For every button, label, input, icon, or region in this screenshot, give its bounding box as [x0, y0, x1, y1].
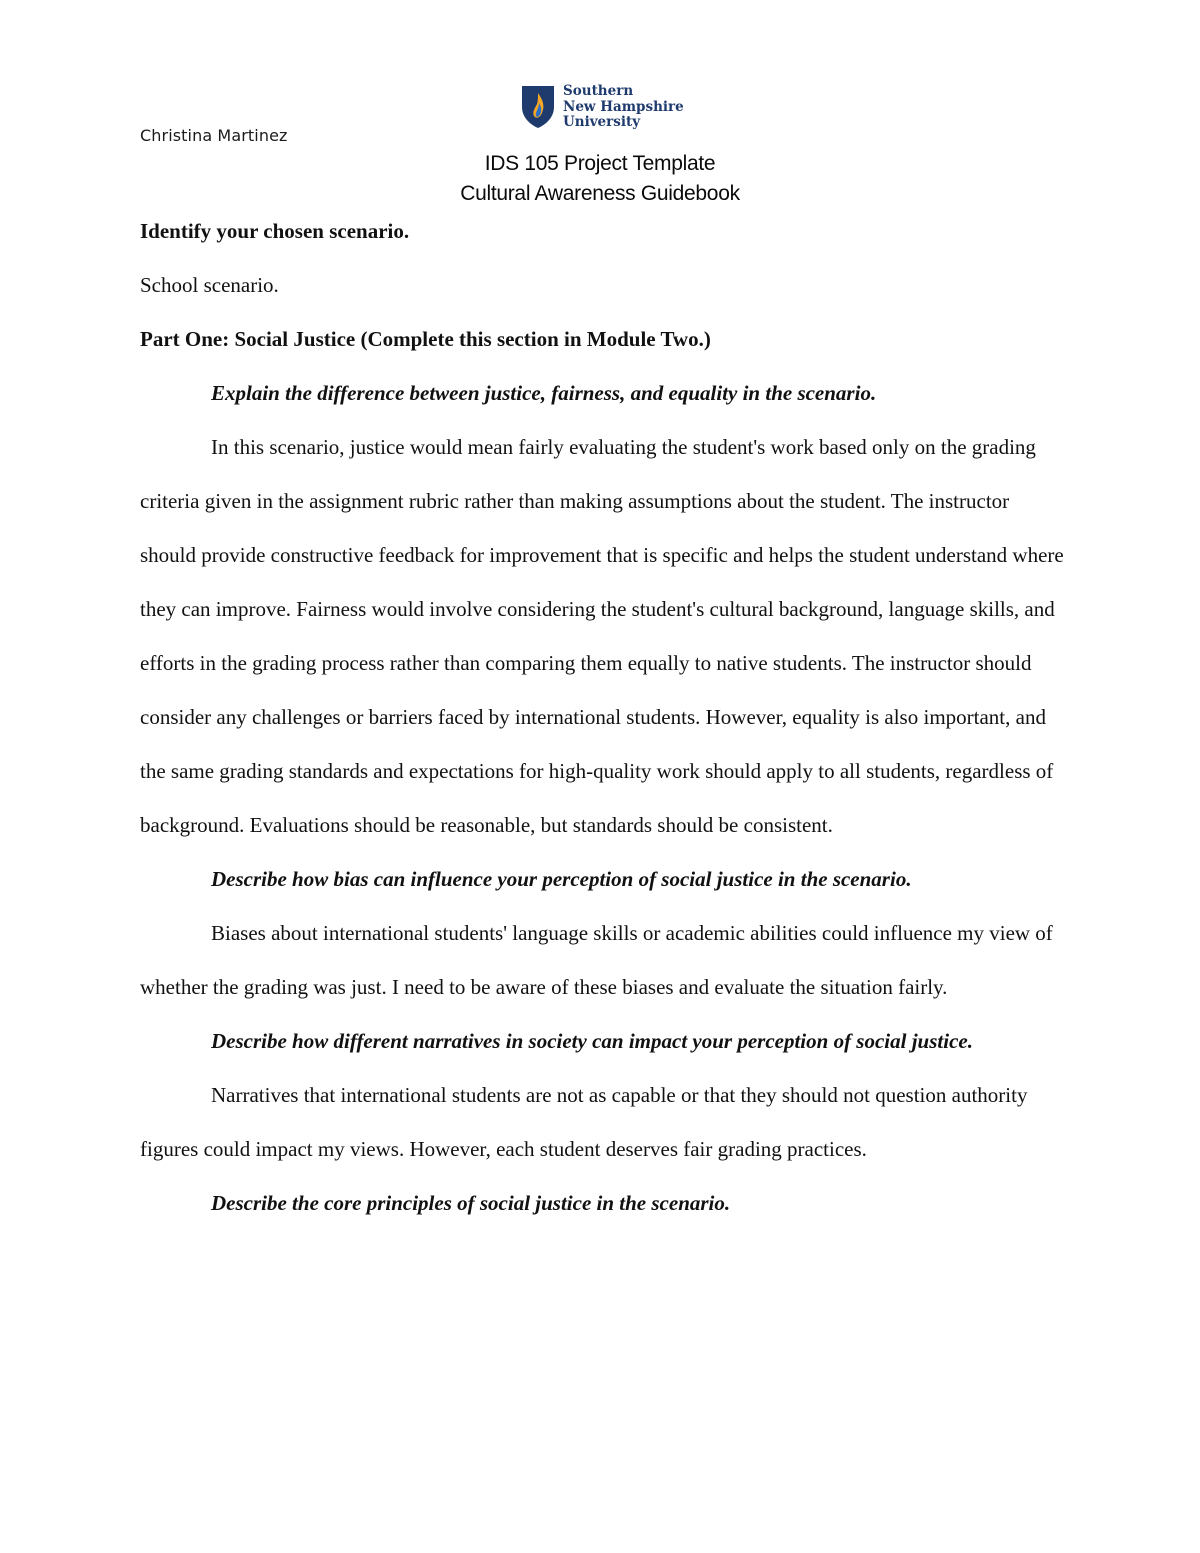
document-body [140, 204, 1070, 1230]
author-name: Christina Martinez [140, 126, 288, 145]
question-3: Describe how different narratives in society can impact your perception of social justice. [211, 1029, 973, 1053]
answer-2: Biases about international students' language skills or academic abilities could influence my view of whether the grading was just. I need to be aware of these biases and evaluate the situation fairly. [140, 921, 1053, 999]
logo-line-2: New Hampshire [563, 98, 684, 115]
logo-wordmark [563, 84, 684, 131]
flame-shield-icon [521, 85, 555, 129]
answer-1: In this scenario, justice would mean fairly evaluating the student's work based only on the grading criteria given in the assignment rubric rather than making assumptions about the student. The instructor should provide constructive feedback for improvement that is specific and helps the student understand where they can improve. Fairness would involve considering the student's cultural background, language skills, and efforts in the grading process rather than comparing them equally to native students. The instructor should consider any challenges or barriers faced by international students. However, equality is also important, and the same grading standards and expectations for high-quality work should apply to all students, regardless of background. Evaluations should be reasonable, but standards should be consistent. [140, 435, 1064, 837]
question-1: Explain the difference between justice, fairness, and equality in the scenario. [211, 381, 877, 405]
logo-line-3: University [563, 114, 641, 130]
answer-3: Narratives that international students are not as capable or that they should not question authority figures could impact my views. However, each student deserves fair grading practices. [140, 1083, 1028, 1161]
question-2: Describe how bias can influence your perception of social justice in the scenario. [211, 867, 912, 891]
university-logo [521, 84, 684, 131]
document-subtitle: Cultural Awareness Guidebook [460, 182, 740, 205]
scenario-answer: School scenario. [140, 273, 279, 297]
document-title: IDS 105 Project Template [484, 152, 716, 175]
logo-line-1: Southern [563, 83, 634, 99]
scenario-prompt: Identify your chosen scenario. [140, 219, 410, 243]
question-4: Describe the core principles of social justice in the scenario. [211, 1191, 731, 1215]
part-one-heading: Part One: Social Justice (Complete this section in Module Two.) [140, 327, 711, 351]
document-titles [0, 149, 1200, 209]
